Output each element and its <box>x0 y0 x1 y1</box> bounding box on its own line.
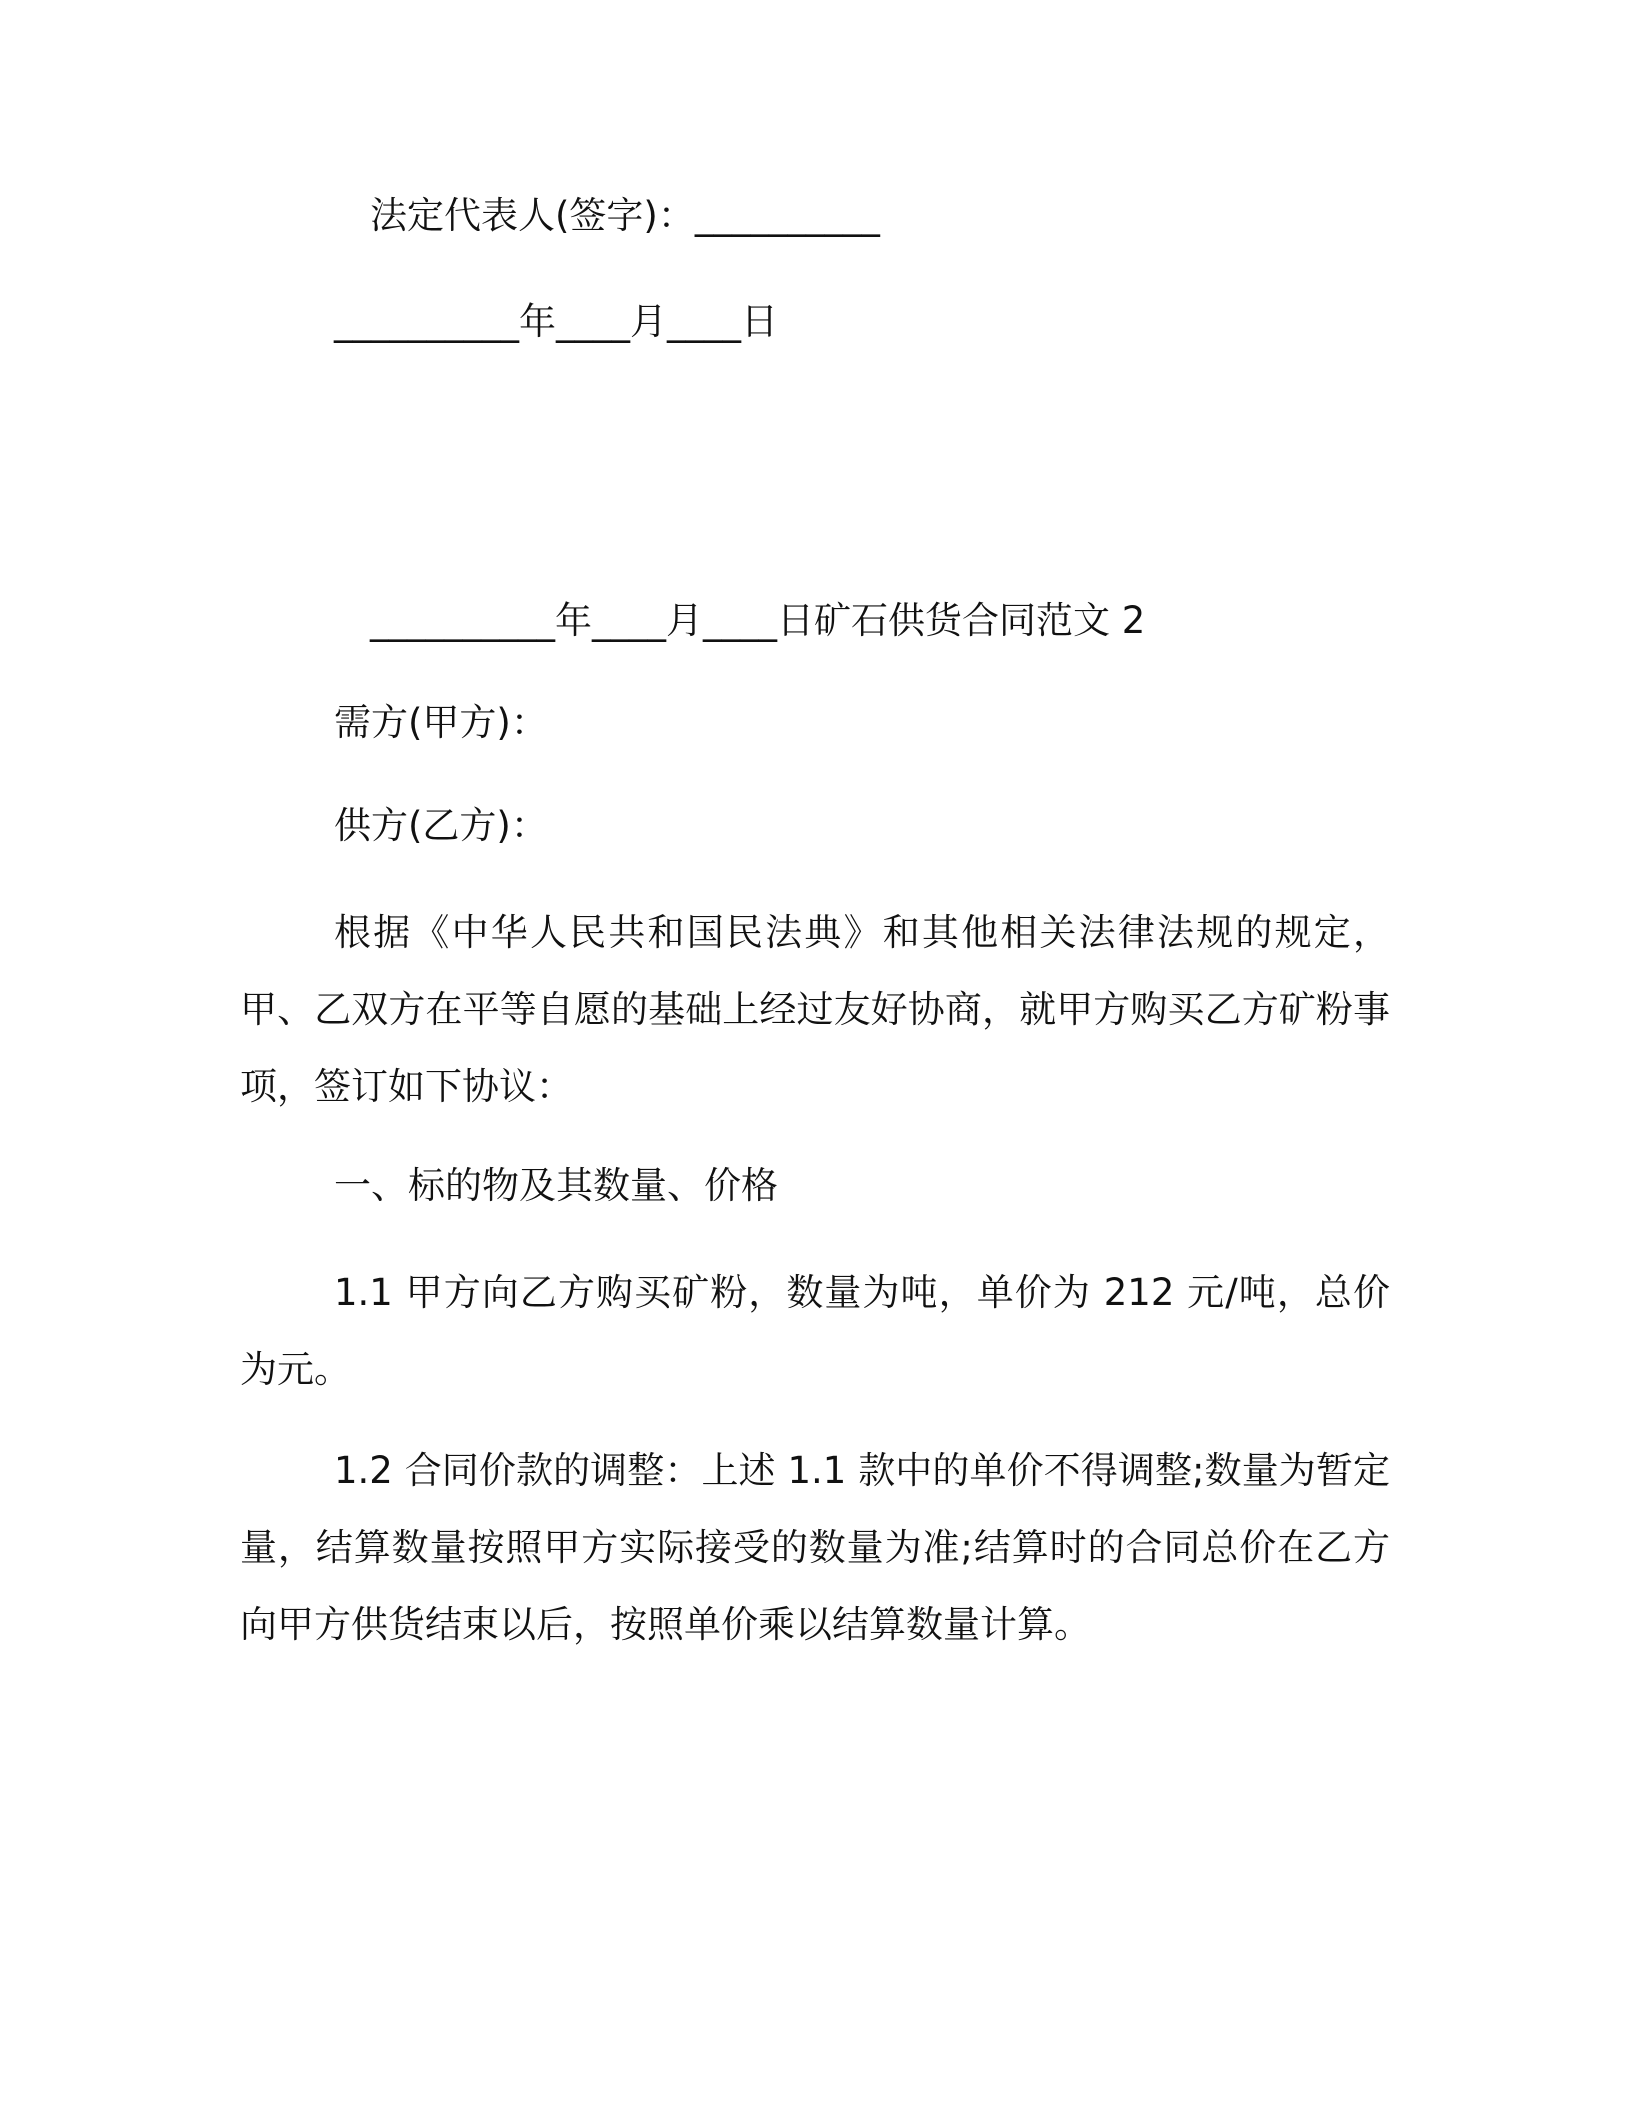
party-b-label: 供方(乙方)： <box>334 804 548 847</box>
clause-1-2: 1.2 合同价款的调整：上述 1.1 款中的单价不得调整;数量为暂定量，结算数量按照甲方实际接受的数量为准;结算时的合同总价在乙方向甲方供货结束以后，按照单价乘以结算数量计算。 <box>240 1449 1390 1646</box>
clause-1-1: 1.1 甲方向乙方购买矿粉，数量为吨，单价为 212 元/吨，总价为元。 <box>240 1271 1390 1391</box>
signature-line: 法定代表人(签字)：__________ <box>370 194 880 237</box>
section-heading: 一、标的物及其数量、价格 <box>334 1164 778 1207</box>
date-line: __________年____月____日 <box>334 300 778 343</box>
intro-paragraph: 根据《中华人民共和国民法典》和其他相关法律法规的规定，甲、乙双方在平等自愿的基础上经过友好协商，就甲方购买乙方矿粉事项，签订如下协议： <box>240 911 1390 1108</box>
document-title: __________年____月____日矿石供货合同范文 2 <box>370 599 1146 642</box>
party-a-label: 需方(甲方)： <box>334 701 548 744</box>
